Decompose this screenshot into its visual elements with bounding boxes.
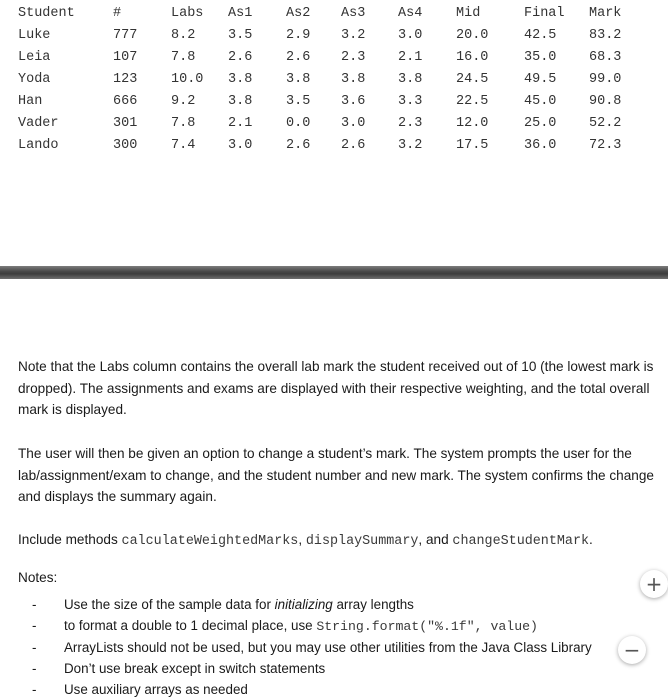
note-item — [32, 679, 652, 700]
table-cell: 2.6 — [341, 138, 366, 153]
table-cell: 777 — [113, 28, 138, 43]
note-text: Use auxiliary arrays as needed — [64, 682, 248, 697]
table-cell: 7.4 — [171, 138, 196, 153]
student-name-cell: Leia — [18, 50, 51, 65]
note-text: ArrayLists should not be used, but you may use other utilities from the Java Class Library — [64, 640, 592, 655]
plus-icon: + — [645, 572, 663, 596]
table-cell: 35.0 — [524, 50, 557, 65]
bullet-dash: - — [32, 640, 37, 655]
table-cell: 17.5 — [456, 138, 489, 153]
methods-prefix: Include methods — [18, 532, 122, 547]
paragraph-change-mark: The user will then be given an option to change a student’s mark. The system prompts the user for the lab/assignment/exam to change, and the student number and new mark. The system confirms the change and displays the summary again. — [18, 446, 654, 504]
table-cell: 3.0 — [341, 116, 366, 131]
note-emphasis: initializing — [274, 597, 333, 612]
student-name-cell: Han — [18, 94, 43, 109]
table-cell: 2.6 — [228, 50, 253, 65]
method-display-summary: displaySummary — [305, 534, 419, 549]
table-cell: 2.1 — [228, 116, 253, 131]
table-cell: 25.0 — [524, 116, 557, 131]
table-cell: 2.6 — [286, 138, 311, 153]
table-cell: 3.6 — [341, 94, 366, 109]
table-cell: 3.8 — [341, 72, 366, 87]
note-text: Don’t use break except in switch statements — [64, 661, 326, 676]
student-name-cell: Luke — [18, 28, 51, 43]
table-cell: 666 — [113, 94, 138, 109]
methods-suffix: . — [589, 532, 593, 547]
column-header: As1 — [228, 6, 253, 21]
column-header: Student — [18, 6, 75, 21]
column-header: Labs — [171, 6, 204, 21]
table-cell: 90.8 — [589, 94, 622, 109]
table-cell: 12.0 — [456, 116, 489, 131]
note-text: Use the size of the sample data for — [64, 597, 275, 612]
note-item — [32, 658, 652, 679]
table-cell: 2.6 — [286, 50, 311, 65]
table-cell: 3.5 — [228, 28, 253, 43]
page-divider — [0, 266, 668, 279]
student-name-cell: Yoda — [18, 72, 51, 87]
table-cell: 24.5 — [456, 72, 489, 87]
note-item — [32, 615, 652, 636]
paragraph-include-methods — [18, 529, 668, 553]
table-cell: 99.0 — [589, 72, 622, 87]
method-change-student-mark: changeStudentMark — [452, 534, 590, 549]
column-header: As2 — [286, 6, 311, 21]
column-header: Mark — [589, 6, 622, 21]
zoom-out-button[interactable] — [618, 636, 646, 664]
methods-separator: , and — [418, 532, 453, 547]
bullet-dash: - — [32, 661, 37, 676]
notes-heading: Notes: — [18, 570, 58, 585]
table-cell: 7.8 — [171, 50, 196, 65]
note-code: String.format("%.1f", value) — [316, 619, 538, 634]
column-header: Final — [524, 6, 565, 21]
table-cell: 72.3 — [589, 138, 622, 153]
column-header: As4 — [398, 6, 423, 21]
table-cell: 20.0 — [456, 28, 489, 43]
table-cell: 3.8 — [398, 72, 423, 87]
table-cell: 3.2 — [341, 28, 366, 43]
table-cell: 2.1 — [398, 50, 423, 65]
table-cell: 3.8 — [228, 72, 253, 87]
table-cell: 3.0 — [228, 138, 253, 153]
table-cell: 10.0 — [171, 72, 204, 87]
methods-separator: , — [298, 532, 306, 547]
table-cell: 45.0 — [524, 94, 557, 109]
student-name-cell: Vader — [18, 116, 59, 131]
note-item — [32, 637, 612, 658]
note-text: to format a double to 1 decimal place, use — [64, 618, 317, 633]
table-cell: 2.9 — [286, 28, 311, 43]
bullet-dash: - — [32, 618, 37, 633]
table-cell: 7.8 — [171, 116, 196, 131]
table-cell: 0.0 — [286, 116, 311, 131]
minus-icon: − — [623, 638, 641, 662]
column-header: # — [113, 6, 122, 21]
table-cell: 36.0 — [524, 138, 557, 153]
table-cell: 3.0 — [398, 28, 423, 43]
table-cell: 2.3 — [341, 50, 366, 65]
table-cell: 2.3 — [398, 116, 423, 131]
zoom-in-button[interactable] — [640, 570, 668, 598]
bullet-dash: - — [32, 682, 37, 697]
table-cell: 16.0 — [456, 50, 489, 65]
table-cell: 3.5 — [286, 94, 311, 109]
table-cell: 49.5 — [524, 72, 557, 87]
table-cell: 3.3 — [398, 94, 423, 109]
column-header: As3 — [341, 6, 366, 21]
note-item — [32, 594, 652, 615]
table-cell: 3.8 — [228, 94, 253, 109]
student-name-cell: Lando — [18, 138, 59, 153]
table-cell: 8.2 — [171, 28, 196, 43]
method-calculate-weighted-marks: calculateWeightedMarks — [121, 534, 299, 549]
table-cell: 3.8 — [286, 72, 311, 87]
table-cell: 301 — [113, 116, 138, 131]
table-cell: 68.3 — [589, 50, 622, 65]
note-text: array lengths — [332, 597, 414, 612]
table-cell: 83.2 — [589, 28, 622, 43]
table-cell: 22.5 — [456, 94, 489, 109]
table-cell: 107 — [113, 50, 138, 65]
column-header: Mid — [456, 6, 481, 21]
table-cell: 3.2 — [398, 138, 423, 153]
bullet-dash: - — [32, 597, 37, 612]
table-cell: 42.5 — [524, 28, 557, 43]
table-cell: 123 — [113, 72, 138, 87]
table-cell: 52.2 — [589, 116, 622, 131]
marks-table — [0, 0, 668, 166]
paragraph-labs-note: Note that the Labs column contains the overall lab mark the student received out of 10 (the lowest mark is dropped). The assignments and exams are displayed with their respective weighting, and the total overall mark is displayed. — [18, 359, 654, 417]
table-cell: 9.2 — [171, 94, 196, 109]
table-cell: 300 — [113, 138, 138, 153]
